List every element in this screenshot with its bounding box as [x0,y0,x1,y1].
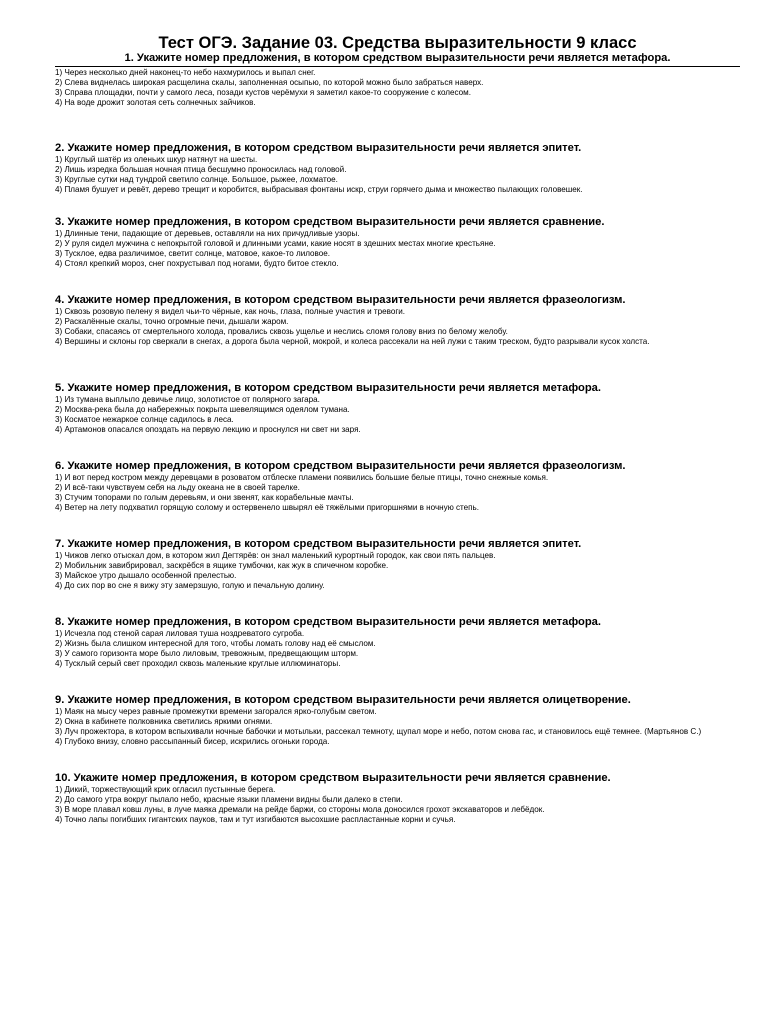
document-page [55,34,740,825]
question-8-option-2: 2) Жизнь была слишком интересной для того, чтобы ломать голову над её смыслом. [55,639,376,648]
question-10-title: 10. Укажите номер предложения, в котором средством выразительности речи является сравнение. [55,772,611,784]
question-8 [55,616,740,669]
question-2-option-1: 1) Круглый шатёр из оленьих шкур натянут на шесты. [55,155,258,164]
question-4-option-4: 4) Вершины и склоны гор сверкали в снегах, а дорога была черной, мокрой, и колеса рассекали на ней лужи с таким треском, будто разрывали кусок холста. [55,337,650,346]
question-7-option-1: 1) Чижов легко отыскал дом, в котором жил Дегтярёв: он знал маленький курортный городок, как свои пять пальцев. [55,551,496,560]
question-5-option-1: 1) Из тумана выплыло девичье лицо, золотистое от полярного загара. [55,395,320,404]
question-10-option-2: 2) До самого утра вокруг пылало небо, красные языки пламени видны были далеко в степи. [55,795,403,804]
question-6-title: 6. Укажите номер предложения, в котором средством выразительности речи является фразеологизм. [55,460,626,472]
question-5 [55,382,740,435]
question-9-option-3: 3) Луч прожектора, в котором вспыхивали ночные бабочки и мотыльки, рассекал темноту, щупал море и небо, потом снова гас, и становилось ещё темнее. (Мартьянов С.) [55,727,702,736]
question-4-option-3: 3) Собаки, спасаясь от смертельного холода, провались сквозь ущелье и неслись сломя голову вниз по белому желобу. [55,327,508,336]
question-3 [55,216,740,269]
question-1 [55,68,740,108]
question-9-option-4: 4) Глубоко внизу, словно рассыпанный бисер, искрились огоньки города. [55,737,330,746]
question-1-option-4: 4) На воде дрожит золотая сеть солнечных зайчиков. [55,98,256,107]
question-5-option-4: 4) Артамонов опасался опоздать на первую лекцию и проснулся ни свет ни заря. [55,425,361,434]
question-7-option-4: 4) До сих пор во сне я вижу эту замерзшую, голую и печальную долину. [55,581,325,590]
question-5-title: 5. Укажите номер предложения, в котором средством выразительности речи является метафора. [55,382,602,394]
question-6 [55,460,740,513]
question-7-option-2: 2) Мобильник завибрировал, заскрёбся в ящике тумбочки, как жук в спичечном коробке. [55,561,389,570]
question-9-title: 9. Укажите номер предложения, в котором средством выразительности речи является олицетворение. [55,694,631,706]
question-4 [55,294,740,347]
question-1-option-1: 1) Через несколько дней наконец-то небо нахмурилось и выпал снег. [55,68,316,77]
question-6-option-1: 1) И вот перед костром между деревцами в розоватом отблеске пламени появились большие белые птицы, точно снежные комья. [55,473,549,482]
question-9-option-2: 2) Окна в кабинете полковника светились яркими огнями. [55,717,273,726]
question-10 [55,772,740,825]
question-8-option-4: 4) Тусклый серый свет проходил сквозь маленькие круглые иллюминаторы. [55,659,341,668]
question-6-option-4: 4) Ветер на лету подхватил горящую солому и остервенело швырял её тяжёлыми пригоршнями в ночную степь. [55,503,480,512]
question-4-option-2: 2) Раскалённые скалы, точно огромные печи, дышали жаром. [55,317,289,326]
question-9-option-1: 1) Маяк на мысу через равные промежутки времени загорался ярко-голубым светом. [55,707,377,716]
question-2-option-2: 2) Лишь изредка большая ночная птица бесшумно проносилась над головой. [55,165,347,174]
question-8-option-1: 1) Исчезла под стеной сарая лиловая туша ноздреватого сугроба. [55,629,305,638]
question-8-title: 8. Укажите номер предложения, в котором средством выразительности речи является метафора. [55,616,602,628]
question-2 [55,142,740,195]
question-1-title: 1. Укажите номер предложения, в котором средством выразительности речи является метафора. [55,52,740,67]
question-2-title: 2. Укажите номер предложения, в котором средством выразительности речи является эпитет. [55,142,582,154]
question-6-option-2: 2) И всё-таки чувствуем себя на льду океана не в своей тарелке. [55,483,300,492]
question-3-option-4: 4) Стоял крепкий мороз, снег похрустывал под ногами, будто битое стекло. [55,259,339,268]
question-10-option-4: 4) Точно лапы погибших гигантских пауков, там и тут изгибаются высохшие распластанные корни и сучья. [55,815,456,824]
question-1-option-2: 2) Слева виднелась широкая расщелина скалы, заполненная осыпью, по которой можно было забраться наверх. [55,78,484,87]
question-8-option-3: 3) У самого горизонта море было лиловым, тревожным, предвещающим шторм. [55,649,359,658]
question-3-title: 3. Укажите номер предложения, в котором средством выразительности речи является сравнение. [55,216,605,228]
question-2-option-3: 3) Круглые сутки над тундрой светило солнце. Большое, рыжее, лохматое. [55,175,338,184]
question-9 [55,694,740,747]
question-3-option-3: 3) Тусклое, едва различимое, светит солнце, матовое, какое-то лиловое. [55,249,330,258]
question-4-title: 4. Укажите номер предложения, в котором средством выразительности речи является фразеологизм. [55,294,626,306]
question-2-option-4: 4) Пламя бушует и ревёт, дерево трещит и коробится, выбрасывая фонтаны искр, струи горячего дыма и множество пылающих головешек. [55,185,583,194]
question-10-option-3: 3) В море плавал ковш луны, в луче маяка дремали на рейде баржи, со стороны мола доносился грохот экскаваторов и лебёдок. [55,805,545,814]
question-10-option-1: 1) Дикий, торжествующий крик огласил пустынные берега. [55,785,276,794]
question-3-option-2: 2) У руля сидел мужчина с непокрытой головой и длинными усами, какие носят в здешних местах многие крестьяне. [55,239,496,248]
question-4-option-1: 1) Сквозь розовую пелену я видел чьи-то чёрные, как ночь, глаза, полные участия и тревоги. [55,307,406,316]
question-6-option-3: 3) Стучим топорами по голым деревьям, и они звенят, как корабельные мачты. [55,493,354,502]
page-title: Тест ОГЭ. Задание 03. Средства выразительности 9 класс [158,34,637,52]
question-1-option-3: 3) Справа площадки, почти у самого леса, позади кустов черёмухи я заметил какое-то сооружение с колесом. [55,88,471,97]
question-5-option-3: 3) Косматое нежаркое солнце садилось в леса. [55,415,234,424]
question-5-option-2: 2) Москва-река была до набережных покрыта шевелящимся одеялом тумана. [55,405,350,414]
question-3-option-1: 1) Длинные тени, падающие от деревьев, оставляли на них причудливые узоры. [55,229,360,238]
question-7-title: 7. Укажите номер предложения, в котором средством выразительности речи является эпитет. [55,538,582,550]
question-7 [55,538,740,591]
question-7-option-3: 3) Майское утро дышало особенной прелестью. [55,571,237,580]
